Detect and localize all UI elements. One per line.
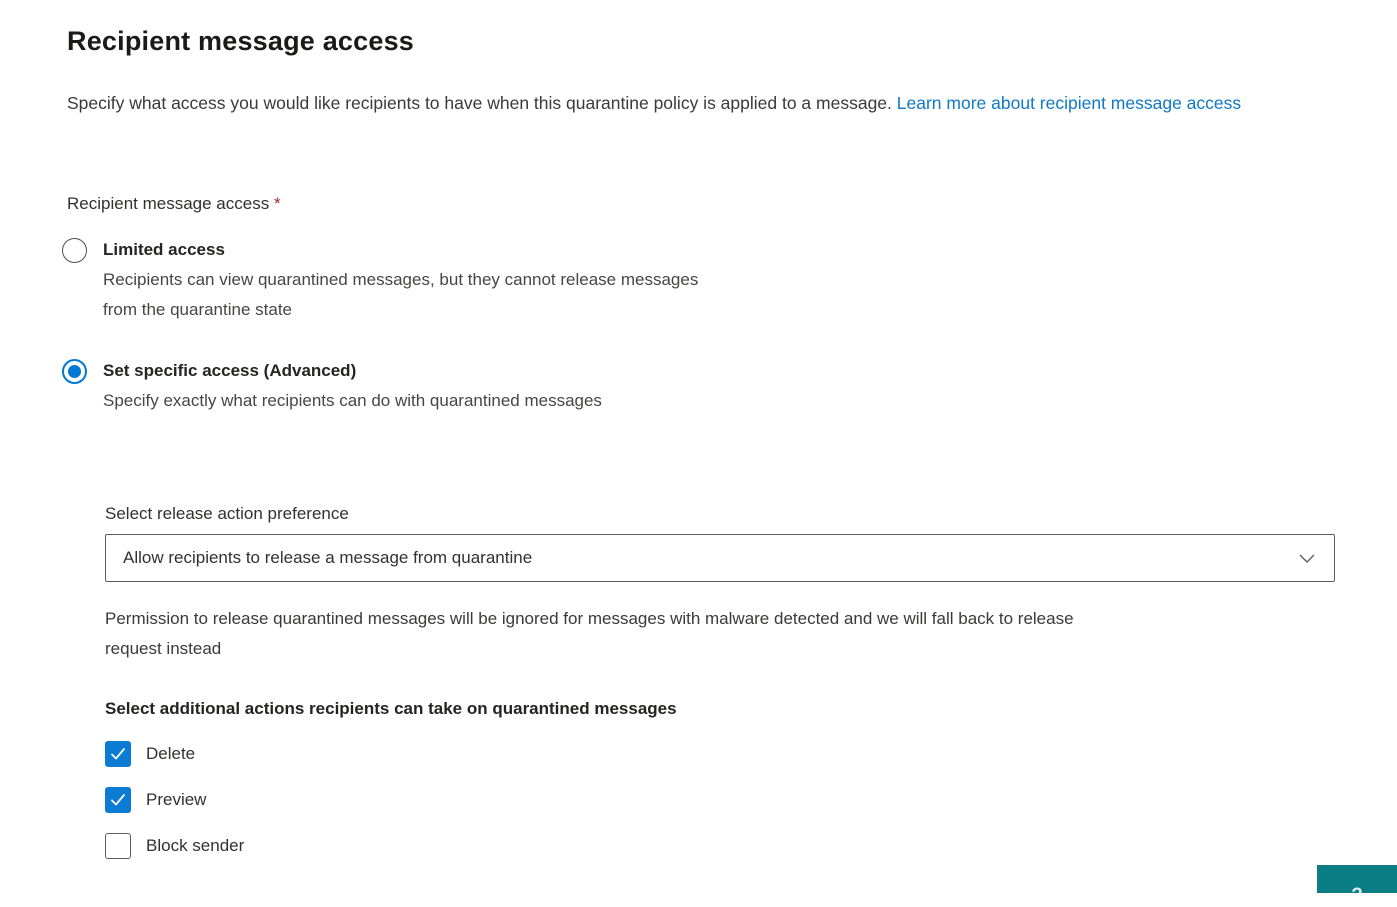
- checkbox-row-delete[interactable]: [105, 741, 1335, 767]
- page-title: Recipient message access: [67, 26, 415, 56]
- checkbox-checked-icon[interactable]: [105, 741, 131, 767]
- radio-option-body: [103, 235, 698, 325]
- checkbox-label: Preview: [146, 790, 207, 809]
- help-button[interactable]: [1317, 865, 1397, 906]
- checkbox-row-block-sender[interactable]: [105, 833, 1335, 859]
- radio-option-description-line: Recipients can view quarantined messages, but they cannot release messages: [103, 270, 699, 289]
- chevron-down-icon: [1299, 554, 1315, 563]
- note-line: Permission to release quarantined messages will be ignored for messages with malware detected and we will fall back to release: [105, 609, 1074, 628]
- access-field-label-text: Recipient message access: [67, 194, 270, 213]
- learn-more-link[interactable]: Learn more about recipient message access: [896, 93, 1242, 113]
- checkbox-label: Block sender: [146, 836, 245, 855]
- access-field-label: [67, 194, 1335, 214]
- release-action-dropdown[interactable]: [105, 534, 1335, 582]
- radio-option-description-line: from the quarantine state: [103, 300, 293, 319]
- radio-option-set-specific-access[interactable]: [62, 356, 1335, 416]
- radio-option-label: Limited access: [103, 240, 225, 259]
- note-line: request instead: [105, 639, 222, 658]
- radio-option-description-line: Specify exactly what recipients can do with quarantined messages: [103, 391, 602, 410]
- access-radio-group: [67, 235, 1335, 416]
- radio-option-limited-access[interactable]: [62, 235, 1335, 325]
- radio-option-body: [103, 356, 602, 416]
- additional-actions-label: Select additional actions recipients can take on quarantined messages: [105, 699, 677, 718]
- release-permission-note: [105, 604, 1335, 664]
- checkbox-row-preview[interactable]: [105, 787, 1335, 813]
- checkbox-unchecked-icon[interactable]: [105, 833, 131, 859]
- radio-selected-icon[interactable]: [62, 359, 87, 384]
- checkbox-label: Delete: [146, 744, 196, 763]
- checkbox-checked-icon[interactable]: [105, 787, 131, 813]
- radio-option-label: Set specific access (Advanced): [103, 361, 357, 380]
- required-asterisk: *: [273, 194, 281, 213]
- advanced-access-section: [105, 504, 1335, 859]
- intro-text: Specify what access you would like recipients to have when this quarantine policy is applied to a message.: [67, 93, 892, 113]
- radio-unselected-icon[interactable]: [62, 238, 87, 263]
- release-action-label: Select release action preference: [105, 504, 349, 523]
- release-action-selected-value: Allow recipients to release a message from quarantine: [123, 548, 533, 567]
- intro-paragraph: [67, 88, 1335, 118]
- question-mark-icon: ?: [1351, 885, 1363, 906]
